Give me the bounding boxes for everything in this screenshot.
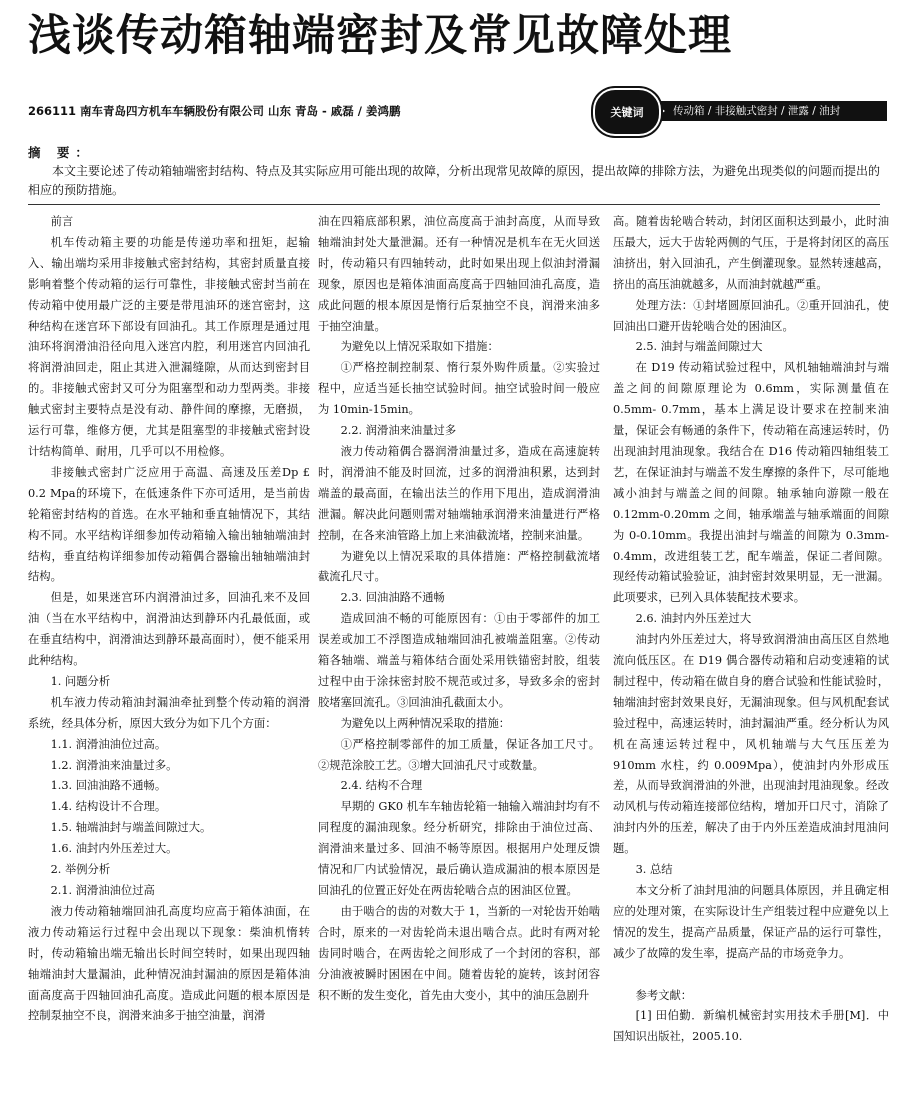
column-1 <box>28 212 310 1027</box>
abstract-text: 本文主要论述了传动箱轴端密封结构、特点及其实际应用可能出现的故障，分析出现常见故障的原因，提出故障的排除方法，为避免出现类似的问题而提出的相应的预防措施。 <box>28 164 881 197</box>
subsection-heading: 2.5. 油封与端盖间隙过大 <box>635 340 763 354</box>
paragraph: 处理方法：①封堵圆原回油孔。②重开回油孔，使回油出口避开齿轮啮合处的困油区。 <box>613 298 889 333</box>
keywords-list: 传动箱 / 非接触式密封 / 泄露 / 油封 <box>651 101 887 121</box>
paragraph: 在 D19 传动箱试验过程中，风机轴轴端油封与端盖之间的间隙原理论为 0.6mm，实际测量值在 0.5mm- 0.7mm，基本上满足设计要求在控制来油量，保证会有畅通的条件下，传动箱在高速运转时，仍出现油封甩油现象。我结合在 D16 传动箱四轴组装工艺，在保证油封与端盖不发生摩擦的条件下，尽可能地减小油封与端盖之间的间隙。轴承轴向游隙一般在 0.12mm-0.20mm 之间，轴承端盖与轴承端面的间隙为 0-0.10mm。我提出油封与端盖的间隙为 0.3mm-0.4mm，改进组装工艺，配车端盖，保证二者间隙。现经传动箱试验验证，油封密封效果明显，无一泄漏。此项要求，已列入具体装配技术要求。 <box>613 361 889 605</box>
subsection-heading: 2.6. 油封内外压差过大 <box>635 612 752 626</box>
heading: 前言 <box>50 215 74 228</box>
abstract-label: 摘 要： <box>28 145 94 160</box>
paragraph: 由于啮合的齿的对数大于 1，当新的一对轮齿开始啮合时，原来的一对齿轮尚未退出啮合点。此时有两对轮齿同时啮合，在两齿轮之间形成了一个封闭的容积，部分油液被瞬时困困在中间。随着齿轮的旋转，该封闭容积不断的发生变化，首先由大变小，其中的油压急剧升 <box>318 904 600 1002</box>
list-item: 1.1. 润滑油油位过高。 <box>50 737 167 751</box>
section-heading: 1. 问题分析 <box>50 674 111 688</box>
spacer <box>613 965 889 986</box>
reference-item: [1] 田伯勤．新编机械密封实用技术手册[M]．中国知识出版社，2005.10. <box>613 1009 889 1044</box>
paragraph: 高。随着齿轮啮合转动，封闭区面积达到最小，此时油压最大，远大于齿轮两侧的气压，于是将封闭区的高压油挤出，射入回油孔，产生倒灌现象。显然转速越高，挤出的高压油就越多，从而油封就越严重。 <box>613 215 889 291</box>
paragraph: ①严格控制零部件的加工质量，保证各加工尺寸。②规范涂胶工艺。③增大回油孔尺寸或数量。 <box>318 737 600 772</box>
paragraph: 但是，如果迷宫环内润滑油过多，回油孔来不及回油（当在水平结构中，润滑油达到静环内孔最低面，或在垂直结构中，润滑油达到静环最高面时），便不能采用此种结构。 <box>28 591 310 668</box>
paragraph: 为避免以上两种情况采取的措施： <box>340 716 511 730</box>
list-item: 1.6. 油封内外压差过大。 <box>50 842 178 856</box>
divider <box>28 204 880 205</box>
column-3 <box>613 212 889 1048</box>
section-heading: 2. 举例分析 <box>50 863 111 877</box>
paragraph: 造成回油不畅的可能原因有：①由于零部件的加工误差或加工不浮图造成轴端回油孔被端盖阻塞。②传动箱各轴端、端盖与箱体结合面处采用铁锚密封胶，组装过程中由于涂抹密封胶不规范或过多，导致多余的密封胶堵塞回流孔。③回油油孔截面太小。 <box>318 612 600 709</box>
paragraph: 为避免以上情况采取如下措施： <box>340 340 499 354</box>
paragraph: 为避免以上情况采取的具体措施：严格控制截流堵截流孔尺寸。 <box>318 549 600 584</box>
section-heading: 3. 总结 <box>635 863 673 877</box>
keywords-label: 关键词 <box>593 88 661 136</box>
paragraph: 液力传动箱偶合器润滑油量过多，造成在高速旋转时，润滑油不能及时回流，过多的润滑油积累，达到封端盖的最高面，在输出法兰的作用下甩出，造成润滑油泄漏。解决此问题则需对轴端轴承润滑来油量进行严格控制，在各来油管路上加上来油截流堵，控制来油量。 <box>318 444 600 542</box>
column-2 <box>318 212 600 1006</box>
paragraph: 油在四箱底部积累，油位高度高于油封高度，从而导致轴端油封处大量泄漏。还有一种情况是机车在无火回送时，传动箱只有四轴转动，此时如果出现上似油封滑漏现象，原因也是箱体油面高度高于四轴回油孔高度，造成此问题的根本原因是惰行后泵抽空不良，润滑来油多于抽空油量。 <box>318 215 600 333</box>
subsection-heading: 2.4. 结构不合理 <box>340 779 423 793</box>
paragraph: 本文分析了油封甩油的问题具体原因，并且确定相应的处理对策，在实际设计生产组装过程中应避免以上情况的发生，提高产品质量，保证产品的运行可靠性，减少了故障的发生率，提高产品的市场竞争力。 <box>613 884 889 960</box>
paragraph: 机车液力传动箱油封漏油牵扯到整个传动箱的润滑系统，经具体分析，原因大致分为如下几个方面： <box>28 695 310 730</box>
paragraph: 早期的 GK0 机车车轴齿轮箱一轴输入端油封均有不同程度的漏油现象。经分析研究，排除由于油位过高、润滑油来量过多、回油不畅等原因。根据用户处理反馈情况和厂内试验情况，最后确认造成漏油的根本原因是回油孔的位置正好处在两齿轮啮合点的困油区位置。 <box>318 800 600 897</box>
paragraph: 非接触式密封广泛应用于高温、高速及压差Dp £ 0.2 Mpa的环境下，在低速条件下亦可适用，是当前齿轮箱密封结构的首选。在水平轴和垂直轴情况下，其结构不同。水平结构详细参加传动箱输入输出轴轴端油封结构，垂直结构详细参加传动箱偶合器输出轴轴端油封结构。 <box>28 465 310 584</box>
paragraph: 机车传动箱主要的功能是传递功率和扭矩，起输入、输出端均采用非接触式密封结构，其密封质量直接影响着整个传动箱的运行可靠性，非接触式密封当前在传动箱中使用最广泛的主要是带甩油环的迷宫密封，这种结构在迷宫环下部设有回油孔。其工作原理是通过甩油环将润滑油沿径向甩入迷宫内腔，利用迷宫内回油孔将润滑油回走，阻止其进入泄漏缝隙，从而达到密封目的。非接触式密封又可分为阻塞型和动力型两类。非接触式密封主要特点是没有动、静件间的摩擦，无磨损，运行可靠，维修方便，尤其是阻塞型的非接触式密封设计结构简单、耐用，几乎可以不用检修。 <box>28 235 310 458</box>
keywords-banner <box>593 88 893 136</box>
author-line: 266111 南车青岛四方机车车辆股份有限公司 山东 青岛 - 戚磊 / 姜鸿鹏 <box>28 104 401 118</box>
references-heading: 参考文献： <box>635 988 693 1002</box>
list-item: 1.5. 轴端油封与端盖间隙过大。 <box>50 821 212 835</box>
paragraph: 液力传动箱轴端回油孔高度均应高于箱体油面，在液力传动箱运行过程中会出现以下现象：柴油机惰转时，传动箱输出端无输出长时间空转时，如果出现四轴轴端油封大量漏油，此种情况油封漏油的原因是箱体油面高度高于四轴回油孔高度。造成此问题的根本原因是控制泵抽空不良，润滑来油多于抽空油量，润滑 <box>28 904 310 1023</box>
list-item: 1.3. 回油油路不通畅。 <box>50 779 167 793</box>
subsection-heading: 2.2. 润滑油来油量过多 <box>340 424 457 438</box>
subsection-heading: 2.3. 回油油路不通畅 <box>340 591 445 605</box>
paragraph: 油封内外压差过大，将导致润滑油由高压区自然地流向低压区。在 D19 偶合器传动箱和启动变速箱的试制过程中，传动箱在做自身的磨合试验和性能试验时，轴端油封密封效果良好，无漏油现象。但与风机配套试验过程中，高速运转时，油封漏油严重。经分析认为风机在高速运转过程中，风机轴端与大气压压差为 910mm 水柱，约 0.009Mpa），使油封内外形成压差，从而导致润滑油的外泄，出现油封甩油现象。经改动风机与传动箱连接部位结构，增加开口尺寸，消除了油封内外的压差，解决了由于内外压差造成油封甩油问题。 <box>613 633 889 856</box>
list-item: 1.4. 结构设计不合理。 <box>50 800 167 814</box>
article-title: 浅谈传动箱轴端密封及常见故障处理 <box>28 11 732 61</box>
subsection-heading: 2.1. 润滑油油位过高 <box>50 884 155 897</box>
list-item: 1.2. 润滑油来油量过多。 <box>50 758 178 772</box>
paragraph: ①严格控制控制泵、惰行泵外购件质量。②实验过程中，应适当延长抽空试验时间。抽空试验时间一般应为 10min-15min。 <box>318 361 600 417</box>
